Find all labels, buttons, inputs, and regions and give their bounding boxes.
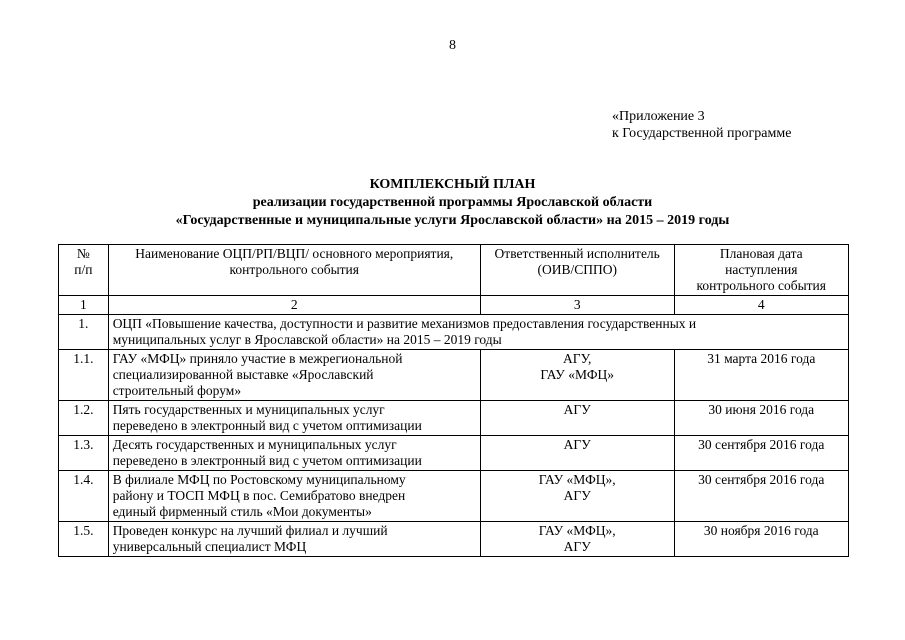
row-name: Проведен конкурс на лучший филиал и лучший универсальный специалист МФЦ [108, 522, 480, 557]
row-num: 1.4. [59, 471, 109, 522]
row-num: 1.2. [59, 401, 109, 436]
row-name: ГАУ «МФЦ» приняло участие в межрегиональной специализированной выставке «Ярославский строительный форум» [108, 350, 480, 401]
table-row [59, 350, 849, 401]
row-date: 31 марта 2016 года [674, 350, 848, 401]
row-name: В филиале МФЦ по Ростовскому муниципальному району и ТОСП МФЦ в пос. Семибратово внедрен единый фирменный стиль «Мои документы» [108, 471, 480, 522]
column-number: 3 [480, 296, 674, 315]
page-number: 8 [449, 38, 456, 53]
section-title: ОЦП «Повышение качества, доступности и развитие механизмов предоставления государственных и муниципальных услуг в Ярославской области» на 2015 – 2019 годы [108, 315, 848, 350]
appendix-line-1: «Приложение 3 [612, 109, 705, 124]
column-number-row [59, 296, 849, 315]
table-row [59, 522, 849, 557]
title-line-1: КОМПЛЕКСНЫЙ ПЛАН [369, 177, 536, 192]
row-num: 1.5. [59, 522, 109, 557]
header-date: Плановая дата наступления контрольного события [674, 245, 848, 296]
appendix-line-2: к Государственной программе [612, 126, 792, 141]
row-executor: АГУ [480, 436, 674, 471]
header-executor: Ответственный исполнитель (ОИВ/СППО) [480, 245, 674, 296]
table-row [59, 436, 849, 471]
header-name: Наименование ОЦП/РП/ВЦП/ основного мероприятия, контрольного события [108, 245, 480, 296]
row-date: 30 сентября 2016 года [674, 436, 848, 471]
plan-table [58, 244, 849, 557]
table-row [59, 401, 849, 436]
table-header-row [59, 245, 849, 296]
row-executor: ГАУ «МФЦ», АГУ [480, 522, 674, 557]
row-num: 1.1. [59, 350, 109, 401]
row-num: 1.3. [59, 436, 109, 471]
row-name: Десять государственных и муниципальных услуг переведено в электронный вид с учетом оптимизации [108, 436, 480, 471]
column-number: 4 [674, 296, 848, 315]
column-number: 1 [59, 296, 109, 315]
header-num: № п/п [59, 245, 109, 296]
section-row [59, 315, 849, 350]
row-executor: АГУ, ГАУ «МФЦ» [480, 350, 674, 401]
column-number: 2 [108, 296, 480, 315]
title-line-3: «Государственные и муниципальные услуги Ярославской области» на 2015 – 2019 годы [175, 213, 730, 228]
row-executor: ГАУ «МФЦ», АГУ [480, 471, 674, 522]
row-date: 30 июня 2016 года [674, 401, 848, 436]
document-title [0, 176, 905, 230]
row-executor: АГУ [480, 401, 674, 436]
row-date: 30 ноября 2016 года [674, 522, 848, 557]
appendix-reference [612, 108, 791, 142]
row-name: Пять государственных и муниципальных услуг переведено в электронный вид с учетом оптимизации [108, 401, 480, 436]
row-date: 30 сентября 2016 года [674, 471, 848, 522]
table-row [59, 471, 849, 522]
section-num: 1. [59, 315, 109, 350]
title-line-2: реализации государственной программы Ярославской области [252, 195, 653, 210]
